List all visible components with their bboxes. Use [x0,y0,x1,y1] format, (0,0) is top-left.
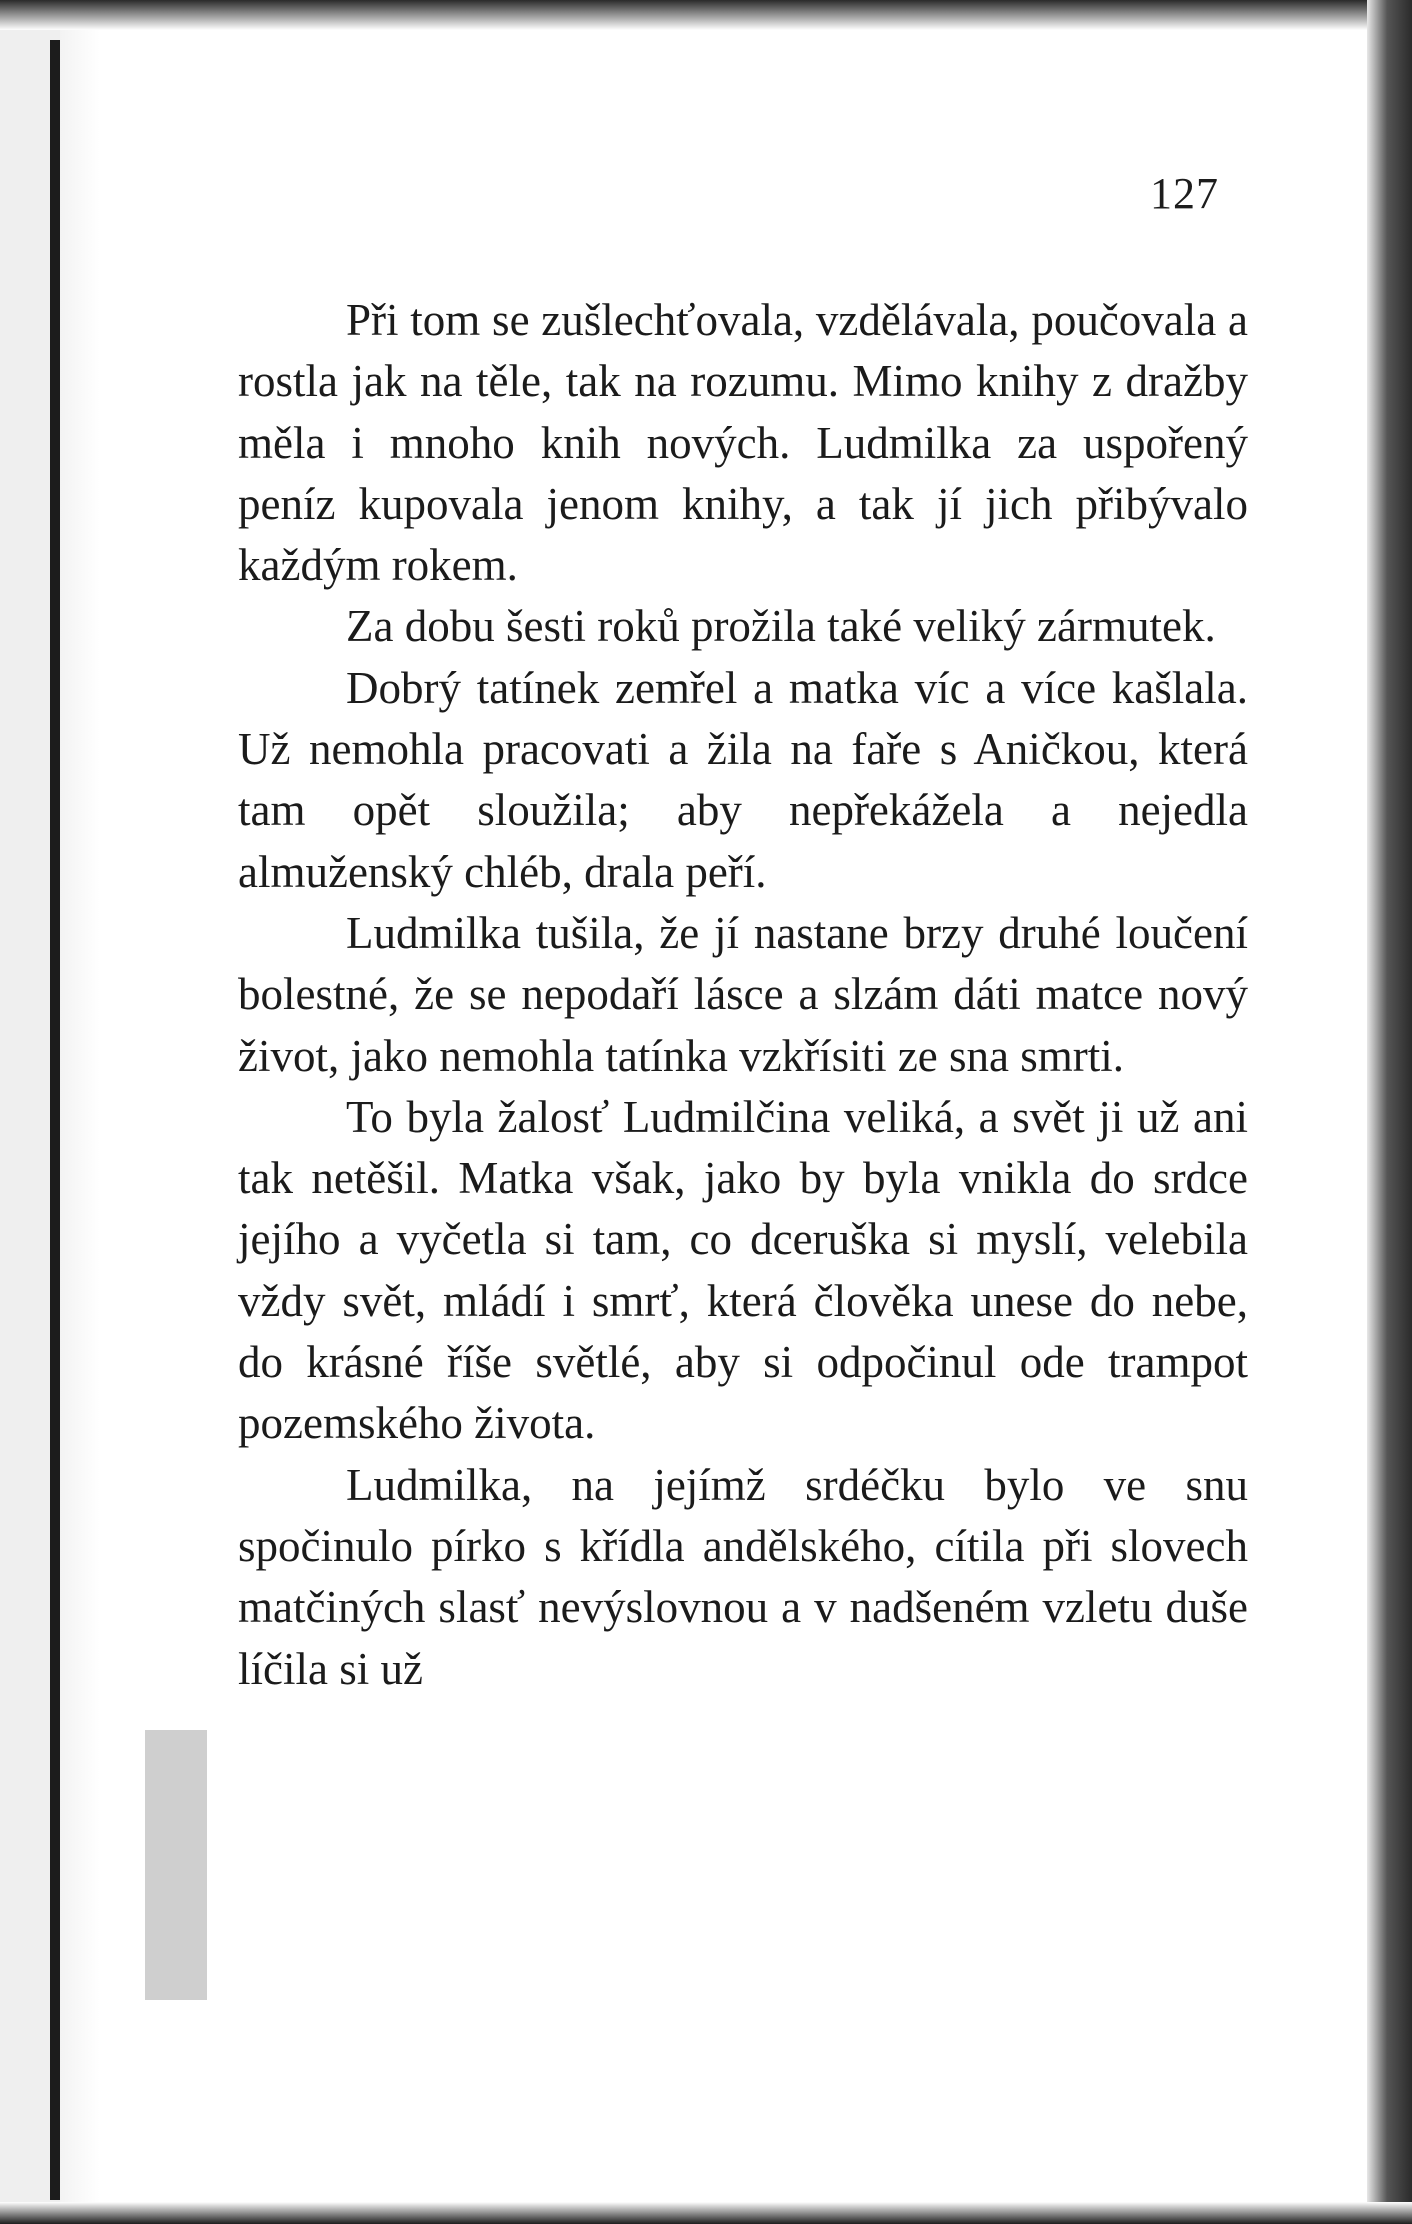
paragraph: Ludmilka, na jejímž srdéčku bylo ve snu spočinulo pírko s křídla andělského, cítila při slovech matčiných slasť nevýslovnou a v nadšeném vzletu duše líčila si už [238,1459,1248,1694]
scan-artifact [145,1730,207,2000]
scan-top-border [0,0,1412,30]
scan-binding-edge [50,40,60,2200]
paragraph: Ludmilka tušila, že jí nastane brzy druhé loučení bolestné, že se nepodaří lásce a slzám dáti matce nový život, jako nemohla tatínka vzkřísiti ze sna smrti. [238,907,1248,1081]
paragraph: To byla žalosť Ludmilčina veliká, a svět ji už ani tak netěšil. Matka však, jako by byla vnikla do srdce jejího a vyčetla si tam, co dceruška si myslí, velebila vždy svět, mládí i smrť, která člověka unese do nebe, do krásné říše světlé, aby si odpočinul ode trampot pozemského života. [238,1091,1248,1449]
page-number: 127 [1150,169,1219,218]
paragraph: Za dobu šesti roků prožila také veliký zármutek. [346,601,1216,652]
paragraph: Při tom se zušlechťovala, vzdělávala, poučovala a rostla jak na těle, tak na rozumu. Mimo knihy z dražby měla i mnoho knih nových. Ludmilka za uspořený peníz kupovala jenom knihy, a tak jí jich přibývalo každým rokem. [238,295,1248,591]
scan-margin-shade [60,0,100,2224]
scan-bottom-border [0,2202,1412,2224]
scan-right-border [1367,0,1412,2224]
body-text [238,290,1248,1700]
paragraph: Dobrý tatínek zemřel a matka víc a více kašlala. Už nemohla pracovati a žila na faře s Aničkou, která tam opět sloužila; aby nepřekážela a nejedla almuženský chléb, drala peří. [238,662,1248,897]
